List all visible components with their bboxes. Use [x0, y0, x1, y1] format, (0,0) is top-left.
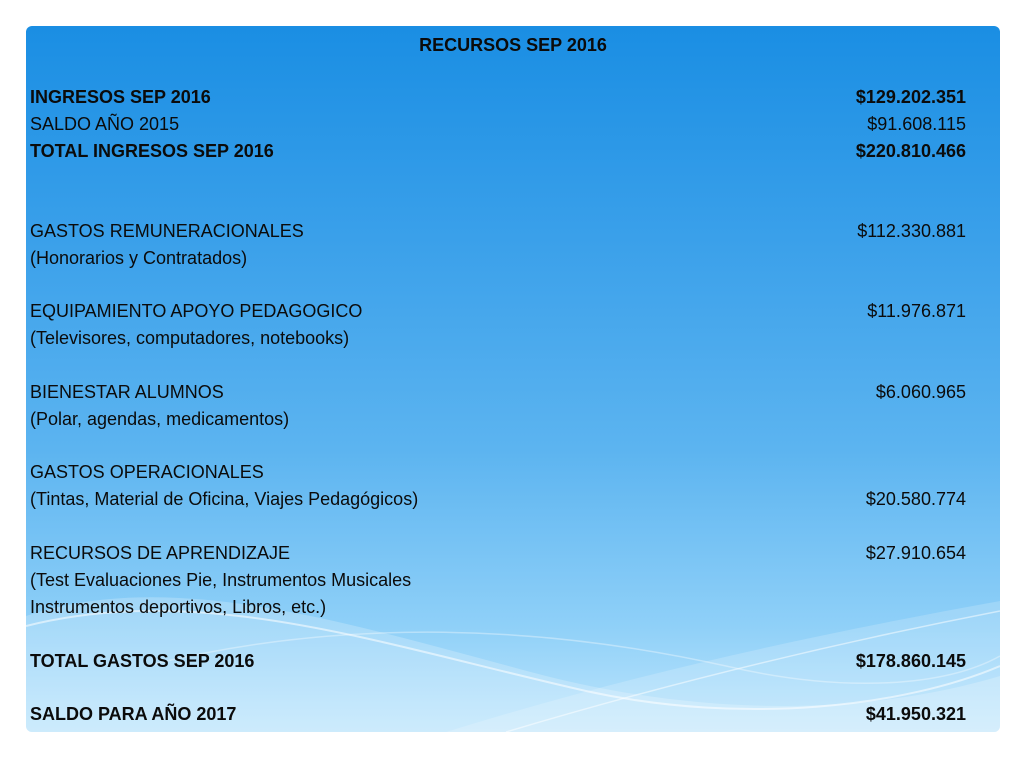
row-label: EQUIPAMIENTO APOYO PEDAGOGICO: [30, 301, 363, 321]
row-gastos-remuneracionales: [30, 218, 996, 244]
row-label: TOTAL INGRESOS SEP 2016: [30, 141, 274, 161]
row-honorarios: [30, 245, 996, 271]
row-saldo-2015: [30, 111, 996, 137]
row-label: SALDO PARA AÑO 2017: [30, 704, 237, 724]
slide-title: RECURSOS SEP 2016: [419, 35, 607, 55]
row-amount: $178.860.145: [855, 651, 966, 671]
row-tintas: [30, 486, 996, 512]
row-label: (Televisores, computadores, notebooks): [30, 328, 350, 348]
row-amount: $112.330.881: [857, 221, 966, 241]
row-polar: [30, 406, 996, 432]
row-total-gastos: [30, 648, 996, 674]
row-label: GASTOS OPERACIONALES: [30, 462, 264, 482]
row-amount: $6.060.965: [875, 382, 966, 402]
row-label: BIENESTAR ALUMNOS: [30, 382, 224, 402]
row-label: (Tintas, Material de Oficina, Viajes Pedagógicos): [30, 489, 419, 509]
row-amount: $220.810.466: [855, 141, 966, 161]
row-bienestar: [30, 379, 996, 405]
row-total-ingresos: [30, 138, 996, 164]
row-saldo-2017: [30, 701, 996, 727]
row-televisores: [30, 325, 996, 351]
row-label: SALDO AÑO 2015: [30, 114, 180, 134]
row-gastos-operacionales: [30, 459, 996, 485]
row-label: (Test Evaluaciones Pie, Instrumentos Musicales: [30, 570, 412, 590]
row-instrumentos-deportivos: [30, 594, 996, 620]
row-amount: $129.202.351: [855, 87, 966, 107]
row-ingresos: [30, 84, 996, 110]
row-label: INGRESOS SEP 2016: [30, 87, 211, 107]
row-label: Instrumentos deportivos, Libros, etc.): [30, 597, 327, 617]
row-equipamiento: [30, 298, 996, 324]
row-label: (Polar, agendas, medicamentos): [30, 409, 290, 429]
row-label: (Honorarios y Contratados): [30, 248, 248, 268]
row-amount: $27.910.654: [865, 543, 966, 563]
row-label: TOTAL GASTOS SEP 2016: [30, 651, 255, 671]
row-recursos-aprendizaje: [30, 540, 996, 566]
row-label: GASTOS REMUNERACIONALES: [30, 221, 304, 241]
row-test-evaluaciones: [30, 567, 996, 593]
row-amount: $20.580.774: [865, 489, 966, 509]
row-amount: $41.950.321: [865, 704, 966, 724]
row-amount: $91.608.115: [867, 114, 966, 134]
row-label: RECURSOS DE APRENDIZAJE: [30, 543, 291, 563]
row-amount: $11.976.871: [867, 301, 966, 321]
